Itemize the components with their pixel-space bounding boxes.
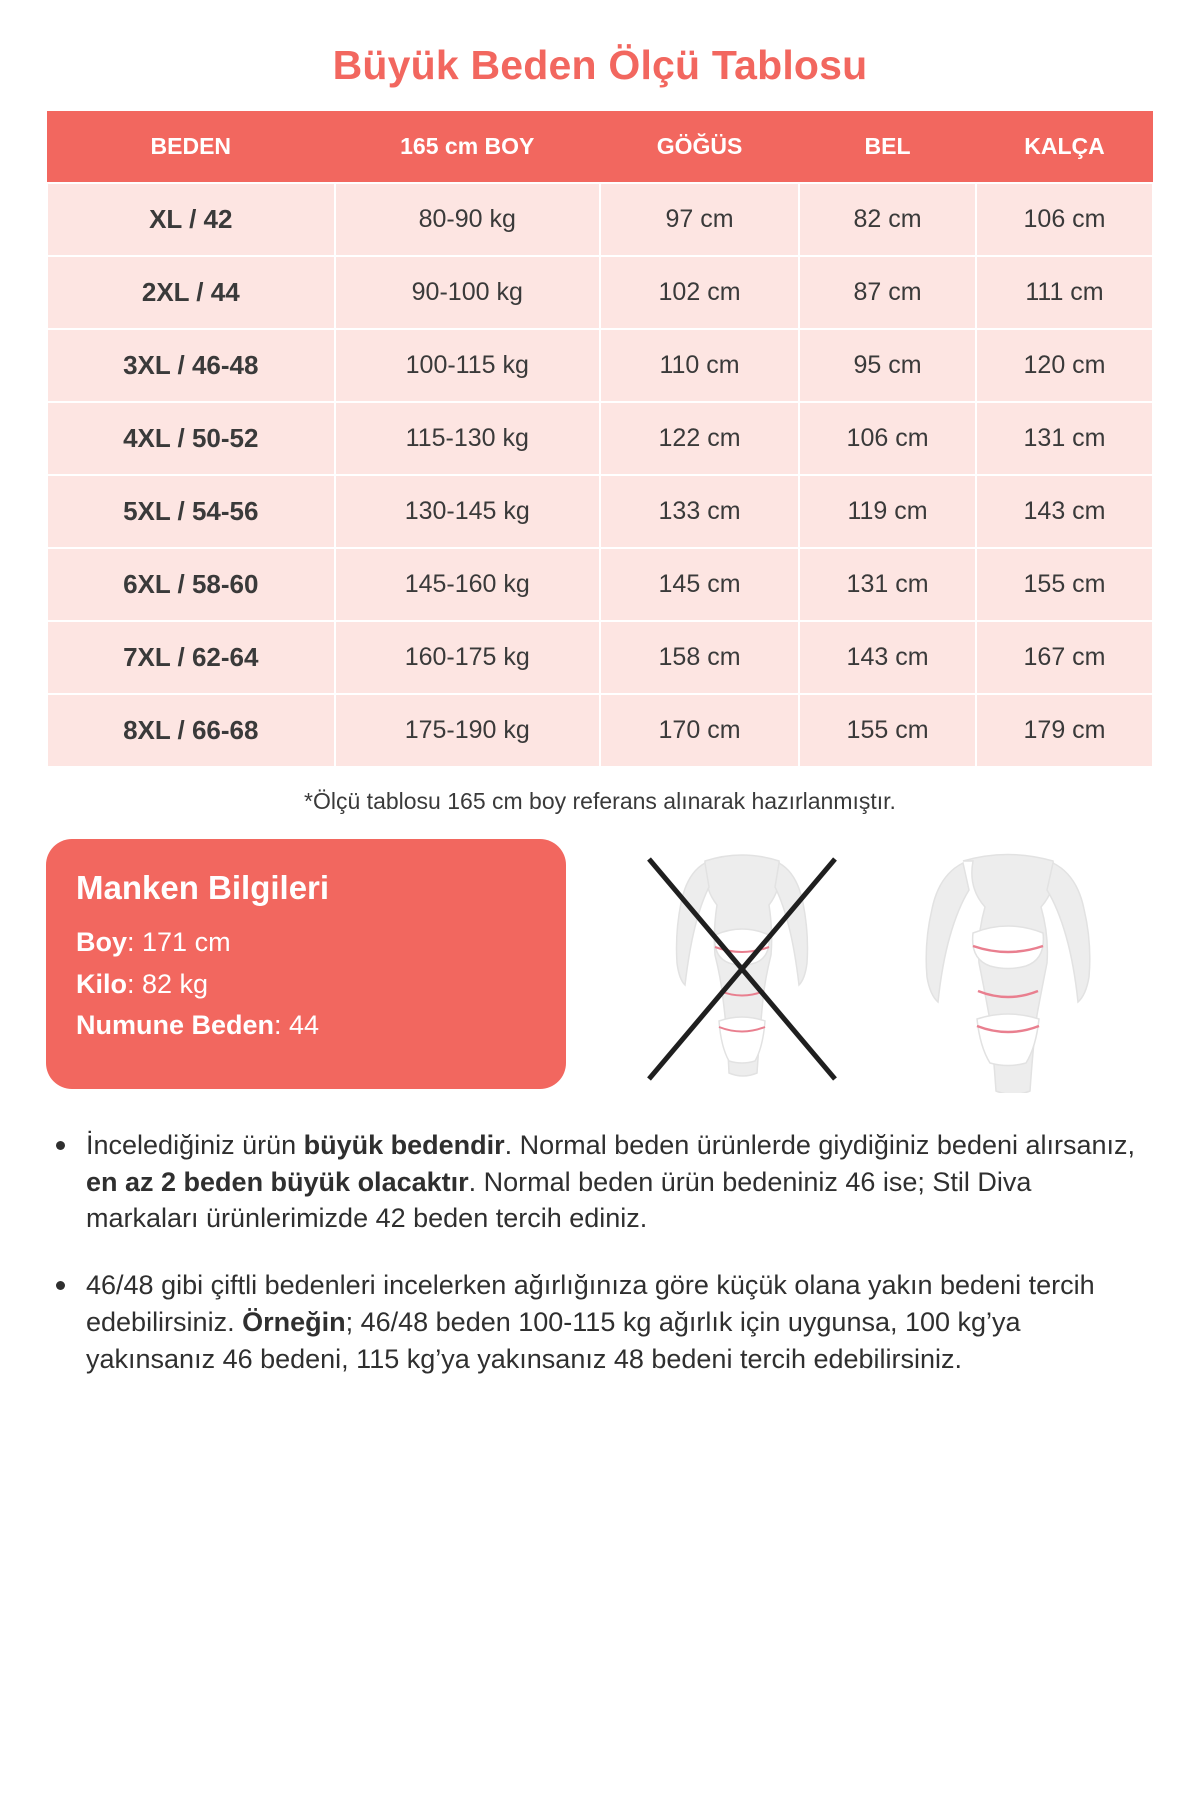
column-header-beden: BEDEN xyxy=(47,111,335,183)
bullet-2-part-3: ; 46/48 beden 100-115 kg ağırlık için uygunsa, 100 kg’ya yakınsanız 46 bedeni, 115 kg’ya yakınsanız 48 bedeni tercih edebilirsiniz. xyxy=(86,1306,1021,1374)
cell-hip: 167 cm xyxy=(976,621,1153,694)
model-sample-size-value: : 44 xyxy=(274,1010,320,1041)
size-table-body xyxy=(47,183,1153,767)
size-table xyxy=(46,111,1154,768)
cell-hip: 179 cm xyxy=(976,694,1153,767)
plus-size-figure-illustration xyxy=(893,843,1123,1093)
cell-chest: 97 cm xyxy=(600,183,799,256)
cell-waist: 106 cm xyxy=(799,402,976,475)
bullet-text-1 xyxy=(86,1130,1135,1233)
cell-size: 3XL / 46-48 xyxy=(47,329,335,402)
column-header-gogus: GÖĞÜS xyxy=(600,111,799,183)
table-row xyxy=(47,183,1153,256)
model-weight-label: Kilo xyxy=(76,968,127,999)
cell-waist: 95 cm xyxy=(799,329,976,402)
cell-weight: 80-90 kg xyxy=(335,183,600,256)
model-info-heading: Manken Bilgileri xyxy=(76,869,330,906)
table-row xyxy=(47,694,1153,767)
table-row xyxy=(47,475,1153,548)
list-item xyxy=(80,1127,1140,1237)
cell-waist: 131 cm xyxy=(799,548,976,621)
cell-waist: 82 cm xyxy=(799,183,976,256)
cell-weight: 130-145 kg xyxy=(335,475,600,548)
cell-chest: 102 cm xyxy=(600,256,799,329)
notes-list xyxy=(46,1127,1154,1377)
table-row xyxy=(47,621,1153,694)
plus-size-body-icon xyxy=(893,843,1123,1093)
bullet-1-part-1: İncelediğiniz ürün xyxy=(86,1130,304,1160)
bullet-1-part-4: en az 2 beden büyük olacaktır xyxy=(86,1166,469,1197)
cell-chest: 145 cm xyxy=(600,548,799,621)
bullet-2-part-2: Örneğin xyxy=(242,1306,346,1337)
model-sample-size-line xyxy=(76,1008,536,1044)
cell-size: 5XL / 54-56 xyxy=(47,475,335,548)
cell-waist: 143 cm xyxy=(799,621,976,694)
cell-size: 8XL / 66-68 xyxy=(47,694,335,767)
slim-body-icon xyxy=(627,843,857,1093)
cell-waist: 87 cm xyxy=(799,256,976,329)
cell-weight: 115-130 kg xyxy=(335,402,600,475)
cell-weight: 100-115 kg xyxy=(335,329,600,402)
cell-hip: 155 cm xyxy=(976,548,1153,621)
model-weight-value: : 82 kg xyxy=(127,968,209,999)
cell-hip: 111 cm xyxy=(976,256,1153,329)
bullet-1-part-5: . Normal beden ürün bedeniniz 46 ise; Stil Diva markaları ürünlerimizde 42 beden tercih ediniz. xyxy=(86,1166,1032,1234)
size-table-header xyxy=(47,111,1153,183)
model-height-line xyxy=(76,925,536,961)
table-row xyxy=(47,402,1153,475)
cell-hip: 131 cm xyxy=(976,402,1153,475)
bullet-1-part-3: . Normal beden ürünlerde giydiğiniz bedeni alırsanız, xyxy=(504,1130,1136,1160)
cell-size: 7XL / 62-64 xyxy=(47,621,335,694)
cell-size: 6XL / 58-60 xyxy=(47,548,335,621)
cell-size: 2XL / 44 xyxy=(47,256,335,329)
cell-chest: 133 cm xyxy=(600,475,799,548)
table-header-row xyxy=(47,111,1153,183)
cell-hip: 143 cm xyxy=(976,475,1153,548)
bullet-text-2 xyxy=(86,1270,1095,1373)
cell-chest: 110 cm xyxy=(600,329,799,402)
model-sample-size-label: Numune Beden xyxy=(76,1010,275,1041)
table-row xyxy=(47,256,1153,329)
cell-weight: 90-100 kg xyxy=(335,256,600,329)
model-height-value: : 171 cm xyxy=(127,927,231,957)
slim-figure-illustration xyxy=(627,843,857,1093)
cell-waist: 155 cm xyxy=(799,694,976,767)
list-item xyxy=(80,1267,1140,1377)
cell-size: 4XL / 50-52 xyxy=(47,402,335,475)
table-row xyxy=(47,548,1153,621)
bullet-1-part-2: büyük bedendir xyxy=(303,1130,505,1160)
cell-hip: 120 cm xyxy=(976,329,1153,402)
model-height-label: Boy xyxy=(76,927,128,957)
column-header-boy: 165 cm BOY xyxy=(335,111,600,183)
table-footnote: *Ölçü tablosu 165 cm boy referans alınarak hazırlanmıştır. xyxy=(304,788,896,814)
column-header-kalca: KALÇA xyxy=(976,111,1153,183)
cell-size: XL / 42 xyxy=(47,183,335,256)
cell-hip: 106 cm xyxy=(976,183,1153,256)
page-title: Büyük Beden Ölçü Tablosu xyxy=(332,42,868,88)
table-row xyxy=(47,329,1153,402)
model-info-card xyxy=(46,839,566,1089)
model-weight-line xyxy=(76,967,536,1003)
model-info-row xyxy=(46,839,1154,1093)
bullet-2-part-1: 46/48 gibi çiftli bedenleri incelerken ağırlığınıza göre küçük olana yakın bedeni tercih edebilirsiniz. xyxy=(86,1270,1095,1337)
cell-waist: 119 cm xyxy=(799,475,976,548)
cell-weight: 160-175 kg xyxy=(335,621,600,694)
cell-chest: 122 cm xyxy=(600,402,799,475)
cell-chest: 158 cm xyxy=(600,621,799,694)
column-header-bel: BEL xyxy=(799,111,976,183)
figure-illustrations xyxy=(596,839,1154,1093)
cell-chest: 170 cm xyxy=(600,694,799,767)
cell-weight: 175-190 kg xyxy=(335,694,600,767)
cell-weight: 145-160 kg xyxy=(335,548,600,621)
